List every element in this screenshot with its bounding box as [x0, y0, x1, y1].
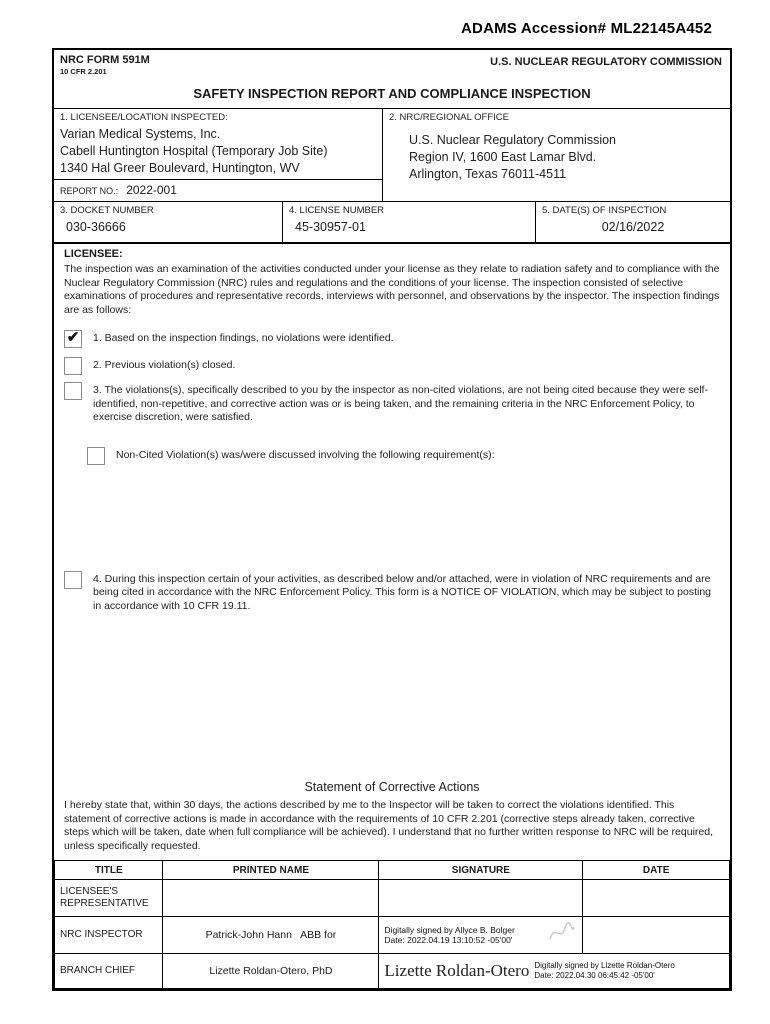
rep-title: LICENSEE'S REPRESENTATIVE — [55, 880, 163, 917]
inspector-sig-line2: Date: 2022.04.19 13:10:52 -05'00' — [384, 935, 513, 945]
finding-item-3 — [64, 382, 720, 425]
inspector-printed-name: Patrick-John Hann ABB for — [163, 917, 379, 954]
non-cited-violation-item — [87, 447, 720, 465]
corrective-actions-title: Statement of Corrective Actions — [304, 780, 480, 794]
finding-item-1-text: 1. Based on the inspection findings, no violations were identified. — [93, 332, 394, 344]
report-number-row — [54, 179, 382, 201]
numbers-row — [54, 201, 730, 242]
sections-row — [54, 108, 730, 201]
licensee-name: Varian Medical Systems, Inc. — [60, 127, 221, 141]
chief-sig-line1: Digitally signed by Lizette Roldan-Otero — [534, 961, 675, 970]
chief-printed-name: Lizette Roldan-Otero, PhD — [163, 954, 379, 989]
regional-office-line2: Region IV, 1600 East Lamar Blvd. — [409, 150, 597, 164]
adams-accession: ADAMS Accession# ML22145A452 — [461, 20, 712, 37]
inspection-dates-value: 02/16/2022 — [601, 220, 665, 234]
finding-item-4-text: 4. During this inspection certain of your activities, as described below and/or attached, were in violation of NRC requirements and are being cited in accordance with the NRC Enforcement Policy. This form is a NOTICE OF VIOLATION, which may be subject to posting in accordance with 10 CFR 19.11. — [93, 572, 711, 612]
docket-number-label: 3. DOCKET NUMBER — [60, 205, 154, 216]
col-header-date: DATE — [583, 861, 730, 880]
agency-name: U.S. NUCLEAR REGULATORY COMMISSION — [490, 56, 722, 68]
form-id-block — [60, 54, 150, 82]
finding-item-3-text: 3. The violations(s), specifically described to you by the inspector as non-cited violations, are not being cited because they were self-identified, non-repetitive, and corrective action was or is being taken, and the remaining criteria in the NRC Enforcement Policy, to exercise discretion, were satisfied. — [93, 384, 708, 423]
form-header — [54, 50, 730, 82]
section-regional-office — [383, 109, 730, 201]
docket-number-cell — [54, 202, 283, 242]
regional-office-label: 2. NRC/REGIONAL OFFICE — [389, 112, 509, 123]
col-header-printed-name: PRINTED NAME — [163, 861, 379, 880]
corrective-actions-statement — [64, 780, 720, 860]
report-number-value: 2022-001 — [126, 183, 177, 197]
col-header-title: TITLE — [55, 861, 163, 880]
license-number-value: 45-30957-01 — [295, 220, 366, 234]
inspector-signature — [379, 917, 583, 954]
checkbox-non-cited[interactable] — [87, 447, 105, 465]
licensee-intro: The inspection was an examination of the activities conducted under your license as they relate to radiation safety and to compliance with the Nuclear Regulatory Commission (NRC) rules and regulations and the conditions of your license. The inspection consisted of selective examinations of procedures and representative records, interviews with personnel, and observations by the inspector. The inspection findings are as follows: — [64, 263, 720, 316]
licensee-findings-section — [54, 242, 730, 860]
checkbox-finding-3[interactable] — [64, 382, 82, 400]
signature-table — [54, 860, 730, 989]
nrc-form-591m — [52, 48, 732, 991]
checkbox-finding-4[interactable] — [64, 571, 82, 589]
col-header-signature: SIGNATURE — [379, 861, 583, 880]
table-row-branch-chief — [55, 954, 730, 989]
rep-signature — [379, 880, 583, 917]
licensee-location-main — [54, 109, 382, 179]
rep-printed-name — [163, 880, 379, 917]
chief-signature-name: Lizette Roldan-Otero — [384, 961, 530, 980]
licensee-site: Cabell Huntington Hospital (Temporary Job Site) — [60, 144, 328, 158]
report-number-label: REPORT NO.: — [60, 186, 119, 196]
inspection-dates-cell — [536, 202, 730, 242]
finding-item-2-text: 2. Previous violation(s) closed. — [93, 359, 236, 371]
form-title: SAFETY INSPECTION REPORT AND COMPLIANCE INSPECTION — [193, 86, 591, 101]
chief-signature — [379, 954, 730, 989]
regional-office-line1: U.S. Nuclear Regulatory Commission — [409, 133, 617, 147]
chief-title: BRANCH CHIEF — [55, 954, 163, 989]
inspector-title: NRC INSPECTOR — [55, 917, 163, 954]
non-cited-violation-text: Non-Cited Violation(s) was/were discussed involving the following requirement(s): — [116, 448, 495, 461]
signature-flourish-icon — [548, 921, 576, 946]
chief-sig-line2: Date: 2022.04.30 06:45:42 -05'00' — [534, 971, 655, 980]
section-licensee-location — [54, 109, 383, 201]
finding-item-2 — [64, 357, 720, 375]
rep-date — [583, 880, 730, 917]
table-row-nrc-inspector — [55, 917, 730, 954]
licensee-location-label: 1. LICENSEE/LOCATION INSPECTED: — [60, 112, 228, 123]
checkbox-finding-2[interactable] — [64, 357, 82, 375]
finding-item-1 — [64, 330, 720, 348]
chief-digital-signature — [534, 961, 675, 981]
inspection-dates-label: 5. DATE(S) OF INSPECTION — [542, 205, 667, 216]
signature-table-header-row — [55, 861, 730, 880]
license-number-label: 4. LICENSE NUMBER — [289, 205, 385, 216]
regional-office-address — [409, 132, 724, 183]
finding-item-4 — [64, 571, 720, 614]
license-number-cell — [283, 202, 536, 242]
checkbox-finding-1[interactable]: ✔ — [64, 330, 82, 348]
table-row-licensee-representative — [55, 880, 730, 917]
form-number: NRC FORM 591M — [60, 54, 150, 66]
docket-number-value: 030-36666 — [66, 220, 126, 234]
licensee-address: 1340 Hal Greer Boulevard, Huntington, WV — [60, 161, 300, 175]
inspector-date — [583, 917, 730, 954]
licensee-label: LICENSEE: — [64, 248, 123, 260]
regional-office-line3: Arlington, Texas 76011-4511 — [409, 167, 567, 181]
form-cfr: 10 CFR 2.201 — [60, 67, 107, 76]
inspector-sig-line1: Digitally signed by Allyce B. Bolger — [384, 924, 515, 935]
corrective-actions-body: I hereby state that, within 30 days, the actions described by me to the Inspector will be taken to correct the violations identified. This statement of corrective actions is made in accordance with the requirements of 10 CFR 2.201 (corrective steps already taken, corrective steps which will be taken, date when full compliance will be achieved). I understand that no further written response to NRC will be required, unless specifically requested. — [64, 799, 714, 852]
